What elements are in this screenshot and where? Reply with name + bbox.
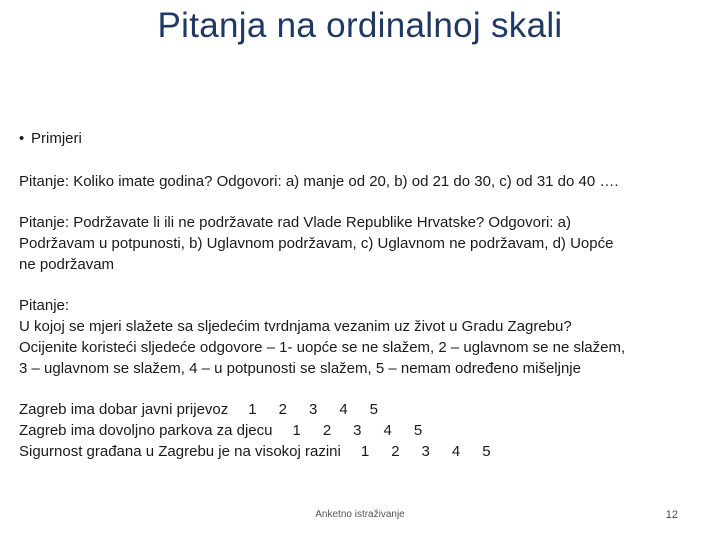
page-number: 12 [665, 509, 678, 521]
question-government [19, 212, 699, 275]
question-zagreb-line-2: U kojoj se mjeri slažete sa sljedećim tvrdnjama vezanim uz život u Gradu Zagrebu? [19, 318, 572, 335]
question-zagreb-line-4: 3 – uglavnom se slažem, 4 – u potpunosti se slažem, 5 – nemam određeno mišeljnje [19, 360, 581, 377]
question-zagreb-line-1: Pitanje: [19, 297, 70, 314]
scale-value: 1 [360, 443, 370, 460]
scale-value: 3 [353, 422, 362, 439]
scale-value: 5 [482, 443, 491, 460]
scale-value: 2 [391, 443, 400, 460]
question-age [19, 171, 699, 192]
scale-value: 1 [248, 401, 257, 418]
footer-title: Anketno istraživanje [315, 509, 405, 520]
scale-value: 2 [322, 422, 332, 439]
statement-row [19, 441, 699, 462]
question-government-line-3: ne podržavam [19, 256, 115, 273]
question-age-line: Pitanje: Koliko imate godina? Odgovori: a) manje od 20, b) od 21 do 30, c) od 31 do 40 …. [19, 173, 619, 190]
slide-title: Pitanja na ordinalnoj skali [157, 6, 563, 45]
scale-value: 4 [383, 422, 392, 439]
statement-text: Zagreb ima dobar javni prijevoz [19, 401, 229, 418]
question-government-line-2: Podržavam u potpunosti, b) Uglavnom podržavam, c) Uglavnom ne podržavam, d) Uopće [19, 235, 614, 252]
bullet-item [19, 128, 699, 149]
scale-value: 2 [278, 401, 287, 418]
statement-row [19, 399, 699, 420]
statement-text: Sigurnost građana u Zagrebu je na visokoj razini [19, 443, 341, 460]
statement-text: Zagreb ima dovoljno parkova za djecu [19, 422, 273, 439]
bullet-text: Primjeri [31, 130, 82, 147]
statement-row [19, 420, 699, 441]
scale-value: 3 [421, 443, 430, 460]
scale-value: 1 [292, 422, 301, 439]
slide-content [19, 128, 699, 482]
question-zagreb [19, 295, 699, 379]
scale-value: 5 [413, 422, 423, 439]
question-zagreb-line-3: Ocijenite koristeći sljedeće odgovore – 1- uopće se ne slažem, 2 – uglavnom se ne slažem, [19, 339, 626, 356]
scale-value: 3 [308, 401, 318, 418]
question-government-line-1: Pitanje: Podržavate li ili ne podržavate rad Vlade Republike Hrvatske? Odgovori: a) [19, 214, 571, 231]
scale-value: 4 [451, 443, 461, 460]
bullet-icon: • [19, 130, 25, 147]
statement-list [19, 399, 699, 462]
scale-value: 5 [369, 401, 378, 418]
scale-value: 4 [339, 401, 348, 418]
